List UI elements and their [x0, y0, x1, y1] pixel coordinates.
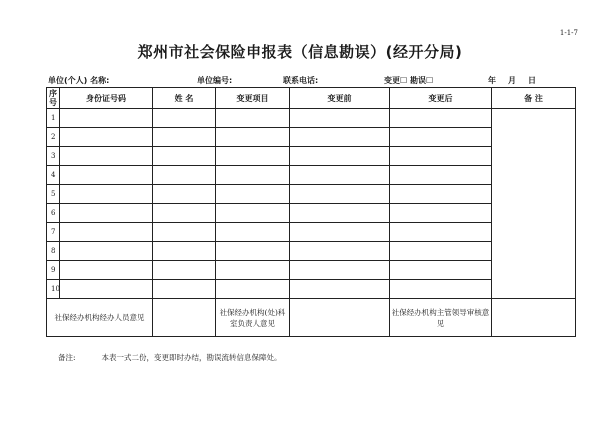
before-cell[interactable] [290, 223, 390, 242]
after-cell[interactable] [390, 147, 492, 166]
row-number: 2 [47, 128, 60, 147]
name-cell[interactable] [153, 185, 216, 204]
remark-cell[interactable] [492, 109, 576, 299]
row-number: 8 [47, 242, 60, 261]
name-cell[interactable] [153, 204, 216, 223]
row-number: 9 [47, 261, 60, 280]
change-type-checkboxes[interactable]: 变更☐ 勘误☐ [384, 76, 434, 85]
leader-opinion-cell[interactable] [492, 299, 576, 337]
handler-opinion-cell[interactable] [153, 299, 216, 337]
notes-label: 备注: [58, 353, 76, 362]
after-cell[interactable] [390, 280, 492, 299]
row-number: 5 [47, 185, 60, 204]
after-cell[interactable] [390, 242, 492, 261]
id-number-cell[interactable] [60, 261, 153, 280]
name-cell[interactable] [153, 128, 216, 147]
document-code: 1-1-7 [559, 29, 578, 37]
day-label: 日 [528, 76, 536, 85]
change-item-cell[interactable] [216, 204, 290, 223]
row-number: 10 [47, 280, 60, 299]
id-number-cell[interactable] [60, 204, 153, 223]
row-number: 4 [47, 166, 60, 185]
after-cell[interactable] [390, 128, 492, 147]
name-cell[interactable] [153, 109, 216, 128]
id-number-cell[interactable] [60, 185, 153, 204]
notes-text: 本表一式二份，变更即时办结，勘误流转信息保障处。 [101, 353, 282, 362]
header-before: 变更前 [290, 88, 390, 109]
id-number-cell[interactable] [60, 166, 153, 185]
table-header-row [47, 88, 576, 109]
change-item-cell[interactable] [216, 109, 290, 128]
after-cell[interactable] [390, 204, 492, 223]
name-cell[interactable] [153, 166, 216, 185]
after-cell[interactable] [390, 261, 492, 280]
name-cell[interactable] [153, 280, 216, 299]
after-cell[interactable] [390, 185, 492, 204]
signature-row [47, 299, 576, 337]
unit-name-label: 单位(个人) 名称: [48, 76, 110, 85]
leader-opinion-label: 社保经办机构主管领导审核意见 [390, 299, 492, 337]
before-cell[interactable] [290, 242, 390, 261]
header-change-item: 变更项目 [216, 88, 290, 109]
before-cell[interactable] [290, 261, 390, 280]
id-number-cell[interactable] [60, 280, 153, 299]
change-item-cell[interactable] [216, 128, 290, 147]
id-number-cell[interactable] [60, 147, 153, 166]
before-cell[interactable] [290, 109, 390, 128]
name-cell[interactable] [153, 223, 216, 242]
change-item-cell[interactable] [216, 223, 290, 242]
name-cell[interactable] [153, 242, 216, 261]
change-item-cell[interactable] [216, 280, 290, 299]
row-number: 7 [47, 223, 60, 242]
info-correction-table [46, 87, 576, 337]
date-labels [488, 75, 548, 86]
handler-opinion-label: 社保经办机构经办人员意见 [47, 299, 153, 337]
change-item-cell[interactable] [216, 147, 290, 166]
header-after: 变更后 [390, 88, 492, 109]
table-row [47, 109, 576, 128]
name-cell[interactable] [153, 147, 216, 166]
change-item-cell[interactable] [216, 261, 290, 280]
change-item-cell[interactable] [216, 166, 290, 185]
unit-number-label: 单位编号: [197, 76, 233, 85]
before-cell[interactable] [290, 166, 390, 185]
header-id-number: 身份证号码 [60, 88, 153, 109]
before-cell[interactable] [290, 204, 390, 223]
row-number: 3 [47, 147, 60, 166]
after-cell[interactable] [390, 109, 492, 128]
before-cell[interactable] [290, 280, 390, 299]
year-label: 年 [488, 76, 496, 85]
change-item-cell[interactable] [216, 242, 290, 261]
row-number: 6 [47, 204, 60, 223]
id-number-cell[interactable] [60, 128, 153, 147]
header-remark: 备 注 [492, 88, 576, 109]
before-cell[interactable] [290, 128, 390, 147]
header-seq: 序号 [47, 88, 60, 109]
form-title: 郑州市社会保险申报表（信息勘误）(经开分局) [137, 43, 463, 61]
header-name: 姓 名 [153, 88, 216, 109]
phone-label: 联系电话: [283, 76, 319, 85]
before-cell[interactable] [290, 185, 390, 204]
id-number-cell[interactable] [60, 109, 153, 128]
name-cell[interactable] [153, 261, 216, 280]
after-cell[interactable] [390, 166, 492, 185]
id-number-cell[interactable] [60, 223, 153, 242]
before-cell[interactable] [290, 147, 390, 166]
after-cell[interactable] [390, 223, 492, 242]
change-item-cell[interactable] [216, 185, 290, 204]
section-head-opinion-label: 社保经办机构(处)科室负责人意见 [216, 299, 290, 337]
notes [58, 352, 282, 363]
month-label: 月 [508, 76, 516, 85]
row-number: 1 [47, 109, 60, 128]
id-number-cell[interactable] [60, 242, 153, 261]
section-head-opinion-cell[interactable] [290, 299, 390, 337]
